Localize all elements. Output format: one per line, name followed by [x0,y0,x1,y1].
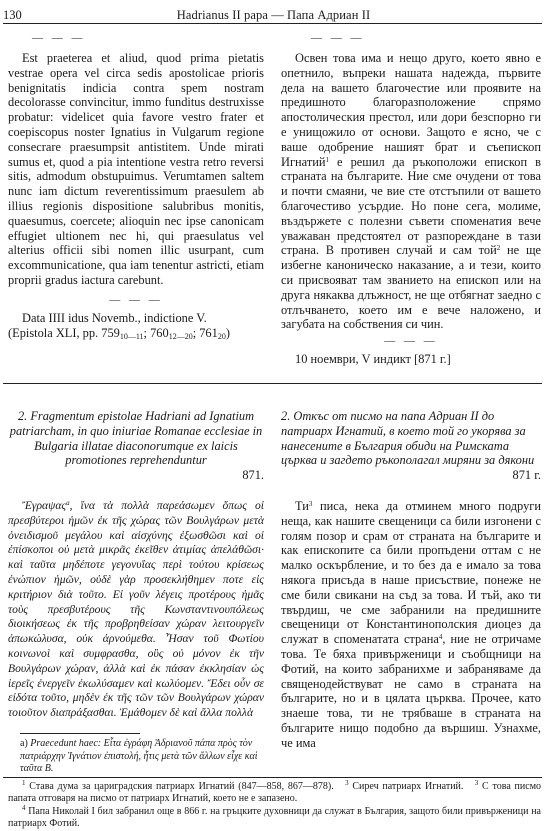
running-header [0,6,547,24]
reference-part: (Epistola XLI, pp. 759 [8,325,120,340]
footnote-marker: 1 [325,155,330,164]
latin-text-block [8,33,264,344]
date-line: 10 ноември, V индикт [871 г.] [295,352,451,367]
greek-paragraph [8,499,264,721]
fragment-year: 871. [242,468,264,483]
bulgarian-text-block [281,33,541,367]
footnote-text: Папа Николай I бил забранил още в 866 г. на гръцките духовници да служат в България, защото били привърженици на патриарх Фотий. [8,805,541,830]
separator-dashes: — — — [32,32,86,44]
paragraph-text: е решил да ръкоположи епископ в страната на българите. Ние сме очудени от това и почти смаяни, че вие сте отстъпили от вашето благочестиво усърдие. Но поне сега, молиме, въздържете с полезни съвети споменатия вече уважаван предстоятел от разпореждане в тази страна. В противен случай и сам той [281,154,541,258]
footnote-marker: a [66,498,70,507]
bulgarian-paragraph [281,499,541,751]
greek-footnote [20,738,264,776]
footnote-number: 3 [474,779,479,787]
footnote-marker: 4 [438,633,443,642]
bulgarian-paragraph [281,51,541,332]
paragraph-text: , ние не отричаме това. Те бяха привърженици и съобщници на Фотий, на които забранихме и забраняваме да священодействуват не само в страната на българите, но и в цялата църква. Прочее, като знаеше това, ти не трябваше в страната на българите нищо подобно да вършиш. Узнахме, че има [281,632,541,750]
footnote-number: 3 [345,779,349,787]
footnote-number: 1 [22,779,26,787]
paragraph-text: писа, нека да отминем много подруги неща, как нашите свещеници са били изгонени с голям позор и срам от страната на българите и как епископите са били пропъдени оттам с не малко оскърбление, и то без да е имало за това някога присъда в наше присъствие, понеже не сме били свикани на съд за това. И тъй, ако ти твърдиш, че сме забранили на предишните свещеници от Константинополския диоцез да служат в споменатата страна [281,498,541,647]
latin-paragraph: Est praeterea et aliud, quod prima pietatis vestrae opera vel circa sedis apostolicae prioris benignitatis indicia contra spem nostram decolorasse convincitur, immo funditus destruxisse probatur: videlicet quia favore vestro frater et coepiscopus noster Ignatius in Vulgarum regione consecrare praesumpsit antistitem. Unde mirati sumus et, quod a pia intentione vestra retro reversi sitis, admodum obstupuimus. Verumtamen saltem nunc iam dictum reverentissimum praesulem ab illius regionis dispositione salubribus monitis, quaesumus, coercete; alioquin nec ipse canonicam effugiet ultionem nec hi, qui praesulatus vel alterius officii sibi nomen illic usurpant, cum excommunicatione, qua iam tenentur astricti, etiam proprii gradus iactura carebunt. [8,51,264,287]
separator-dashes: — — — [384,335,438,348]
footnote-number: 4 [22,803,26,812]
footnote-text: Сиреч патриарх Игнатий. [348,781,464,792]
footnote-marker: 3 [308,499,313,508]
fragment-title: 2. Откъс от писмо на папа Адриан II до патриарх Игнатий, в което той го укорява за нанесените в България обиди на Римската църква и загдето ръкополагал миряни за дякони [281,409,535,468]
reference-sub: 20 [217,331,226,341]
reference-part: ; 761 [192,325,218,340]
reference-part: ) [225,325,230,340]
running-title: Hadrianus II papa — Папа Адриан II [176,8,371,22]
epistola-reference [8,326,264,345]
paragraph-text: Ти [295,498,309,513]
page-footnotes [8,781,541,831]
footnote-4 [8,803,541,831]
greek-text: Ἔγραψας [22,498,67,512]
footnote-text: С това писмо папата отговаря на писмо от патриарх Игнатий, което не е запазено. [8,781,542,805]
separator-dashes: — — — [311,32,365,44]
separator-dashes: — — — [109,293,163,306]
paragraph-text: Освен това има и нещо друго, което явно е опетнило, въпреки нашата надежда, първите дела на вашето благочестие или проявите на предишното благоразположение спрямо апостолическия престол, или дори безспорно ги е унищожило от основи. Защото е ясно, че с ваше одобрение нашият брат и съепископ Игнатий [281,51,541,169]
fragment-section-latin [8,409,264,721]
footnote-marker: 2 [496,244,501,253]
greek-text: , ἵνα τὰ πολλὰ παρεάσωμεν ὅπως οἱ πρεσβύτεροι ἡμῶν ἐκ τῆς χώρας τῶν Βουλγάρων μετὰ ὀνειδισμοῦ μεγάλου καὶ αἰσχύνης ἐξωσθῶσι καὶ οἱ ἐπίσκοποι οὐ μετὰ μικρᾶς ἐκεῖθεν ἀτιμίας ἀπελάθῶσι· καὶ ταῦτα μηδέποτε γεγονυΐας περὶ τούτου κρίσεως ἐνώπιον ἡμῶν, οὐδὲ γὰρ προσεκλήθημεν ποτε εἰς κριτήριον διὰ τοῦτο. Εἰ γοῦν λέγεις προτέρους ἡμᾶς τοὺς πρεσβυτέρους τῆς Κωνσταντινουπόλεως διοικήσεως ἐκ τῆς προβρηθείσαν χώραν λειτουργεῖν ἀπωκώλυσα, οὐκ ἀρνούμεθα. Ἦσαν τοῦ Φωτίου κοινωνοὶ καὶ συμφρασθα, οὓς οὐ μόνον ἐκ τῆν Βουλγάρων χώραν, ἀλλὰ καὶ ἐκ πάσαν ἐκκλησίαν ὡς ἱερεῖς ἐνεργεῖν ἐκωλύσαμεν καὶ κωλύομεν. Ἔδει οὖν σε εἰδότα τοῦτο, μηδὲν ἐκ τῆς τῶν τῶν Βουλγάρων χώραν τοιοῦτον διαπράξασθαι. Ἐμάθομεν δὲ καὶ ἄλλα πολλὰ [8,498,264,720]
footnote-label: a) [20,738,28,749]
header-rule [3,23,542,24]
fragment-section-bulgarian [281,409,541,751]
footnote-text: : Εἶτα ἐγράφη Ἁδριανοῦ πάπα πρὸς τὸν πατριάρχην Ἰγνάτιον ἐπιστολή, ἧτις μετὰ τῶν ἄλλων εἶχε καὶ ταῦτα Β. [20,738,258,774]
fragment-year: 871 г. [512,468,541,483]
reference-sub: 12—20 [168,331,193,341]
fragment-title: 2. Fragmentum epistolae Hadriani ad Ignatium patriarcham, in quo iniuriae Romanae ecclesiae in Bulgaria illatae diaconorumque ex laicis promotiones reprehenduntur [9,409,263,468]
paragraph-text: не ще избегне каноническо наказание, а и тези, които си присвояват там званието на епископ или на друга някаква длъжност, не ще отбягнат заедно с отлъчването, което им е вече наложено, и загубата на собствения си чин. [281,243,541,332]
reference-part: ; 760 [143,325,169,340]
footnote-text: Става дума за цариградския патриарх Игнатий (847—858, 867—878). [25,781,334,792]
section-divider [3,383,542,384]
data-line: Data IIII idus Novemb., indictione V. [22,310,207,325]
footnote-rule [20,733,140,734]
footnotes-rule [3,777,542,778]
footnote-1 [8,781,541,806]
page-number: 130 [3,8,22,22]
footnote-lead: Praecedunt haec [30,738,98,749]
reference-sub: 10—11 [119,331,144,341]
